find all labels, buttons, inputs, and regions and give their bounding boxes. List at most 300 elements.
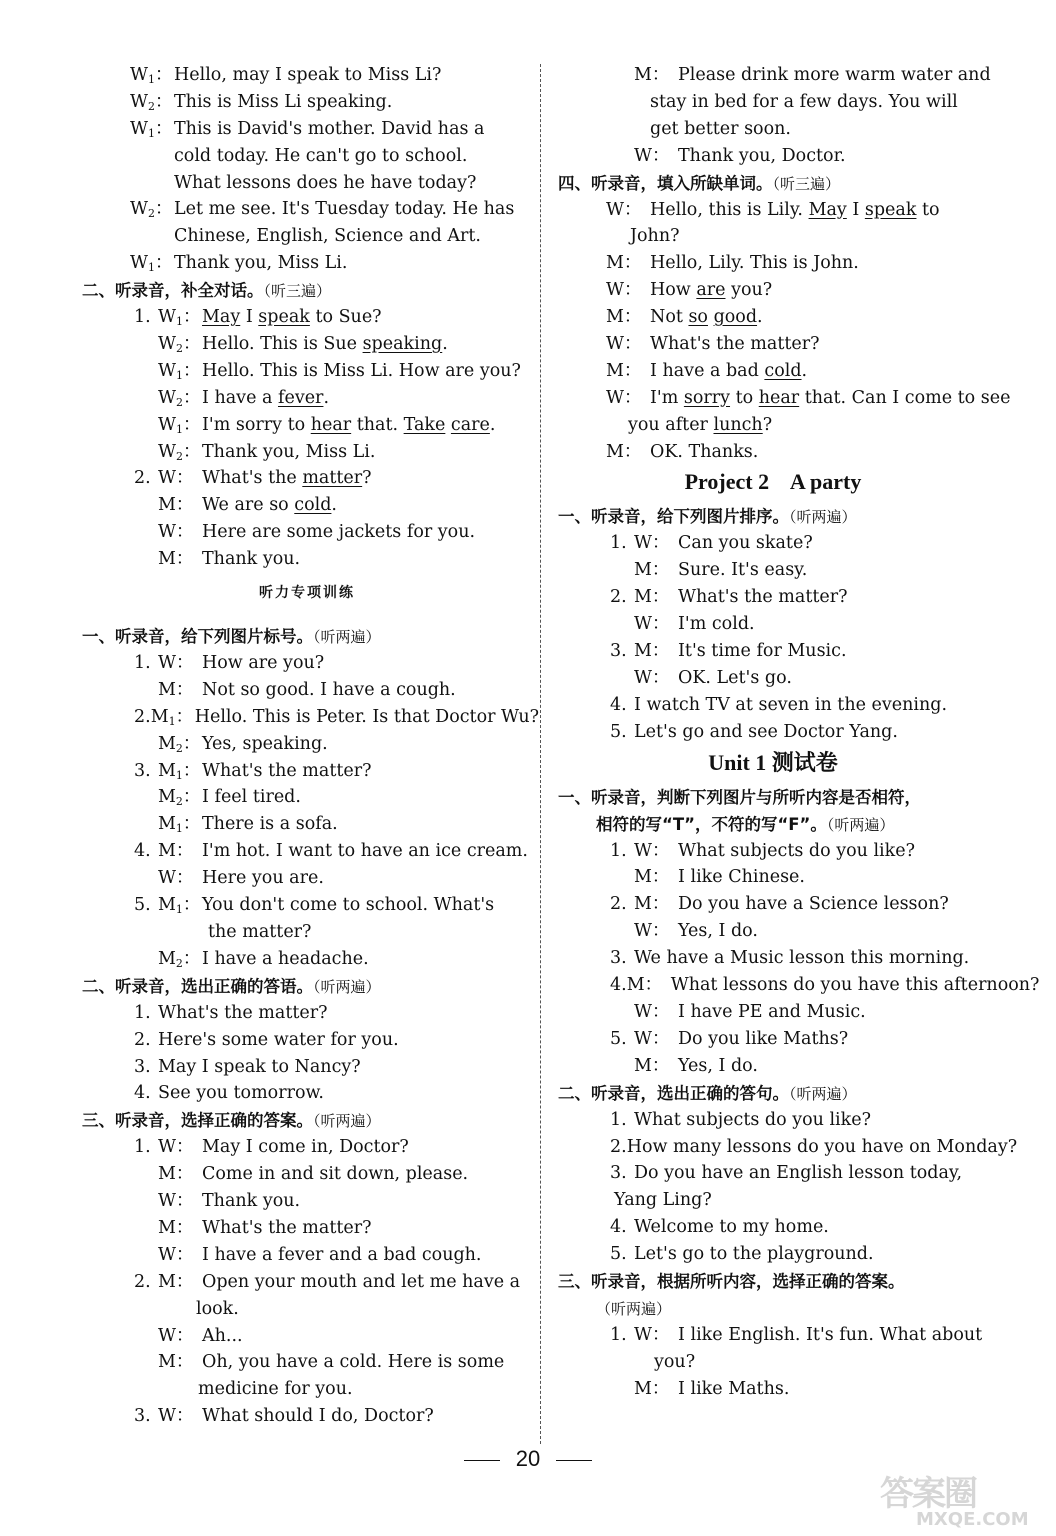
- item-number: 4.: [134, 841, 151, 862]
- speaker-colon: ：: [175, 679, 194, 700]
- section-title: Project 2 A party: [684, 469, 862, 495]
- item-number: 2.: [610, 894, 627, 915]
- speaker-letter: M: [158, 841, 176, 862]
- dialogue-line: [558, 611, 988, 638]
- item-number: 5.: [610, 1028, 627, 1049]
- item-number: 2.: [134, 706, 151, 727]
- blank-answer: cold: [294, 495, 332, 516]
- speaker-letter: M: [606, 360, 624, 381]
- speaker-subscript: 2: [175, 795, 183, 809]
- dialogue-line: [82, 677, 532, 704]
- dialogue-line: [558, 665, 988, 692]
- dialogue-text: get better soon.: [650, 118, 791, 139]
- dialogue-line: [558, 1322, 988, 1349]
- speaker-letter: W: [158, 387, 176, 408]
- speaker-letter: W: [158, 522, 176, 543]
- speaker-colon: ：: [176, 653, 194, 674]
- dialogue-line: [558, 945, 988, 972]
- item-number: 1.: [134, 1137, 151, 1158]
- speaker-colon: ：: [176, 1191, 194, 1212]
- column-divider: [540, 64, 541, 1444]
- speaker-letter: W: [634, 1324, 652, 1345]
- dialogue-line: [82, 758, 532, 785]
- speaker-subscript: 1: [176, 315, 183, 329]
- speaker-colon: ：: [175, 1217, 194, 1238]
- dialogue-text: Let's go and see Doctor Yang.: [634, 721, 898, 742]
- section-heading-text: 一、听录音，给下列图片标号。: [82, 627, 313, 647]
- speaker-letter: M: [634, 587, 652, 608]
- speaker-colon: ：: [651, 1378, 670, 1399]
- speaker-label: [158, 1188, 202, 1215]
- section-title: Unit 1 测试卷: [708, 749, 838, 775]
- dialogue-line: [558, 1107, 988, 1134]
- dialogue-text: I like Maths.: [678, 1378, 790, 1399]
- dialogue-text: What's the matter?: [678, 587, 848, 608]
- speaker-subscript: 2: [176, 395, 183, 409]
- speaker-label: [634, 665, 678, 692]
- continuation-line: [558, 1187, 988, 1214]
- item-number: 3.: [610, 1163, 627, 1184]
- dialogue-text: I: [240, 307, 259, 328]
- speaker-letter: M: [634, 560, 652, 581]
- speaker-label: [634, 584, 678, 611]
- speaker-label: [634, 918, 678, 945]
- dialogue-text: I'm cold.: [678, 614, 755, 635]
- speaker-letter: W: [158, 1191, 176, 1212]
- dialogue-line: [558, 1134, 1018, 1161]
- blank-answer: fever: [277, 387, 324, 408]
- dialogue-line: [558, 1053, 988, 1080]
- continuation-line: [558, 116, 988, 143]
- dialogue-line: [558, 999, 988, 1026]
- subsection-title: 听力专项训练: [259, 585, 355, 602]
- speaker-label: [158, 892, 202, 924]
- item-number: 3.: [134, 1056, 151, 1077]
- blank-answer: matter: [302, 468, 363, 489]
- dialogue-text: What's the matter?: [202, 1217, 372, 1238]
- dialogue-text: Thank you.: [202, 1191, 301, 1212]
- dialogue-line: [82, 1188, 532, 1215]
- dialogue-text: to: [916, 199, 940, 220]
- dialogue-line: [82, 412, 532, 439]
- speaker-colon: ：: [182, 948, 201, 969]
- speaker-letter: M: [158, 549, 176, 570]
- speaker-letter: W: [158, 1137, 176, 1158]
- speaker-letter: W: [130, 199, 148, 220]
- dialogue-line: [82, 1242, 532, 1269]
- speaker-label: [158, 1242, 202, 1269]
- item-number: 4.: [610, 1217, 627, 1238]
- speaker-letter: W: [606, 387, 624, 408]
- dialogue-text: You don't come to school. What's: [202, 895, 495, 916]
- speaker-label: [634, 1322, 678, 1349]
- speaker-colon: ：: [182, 733, 201, 754]
- speaker-subscript: 2: [176, 449, 183, 463]
- speaker-colon: ：: [624, 199, 642, 220]
- dialogue-line: [82, 811, 532, 838]
- speaker-subscript: 1: [175, 768, 183, 782]
- section-heading: [558, 784, 988, 811]
- speaker-label: [634, 864, 678, 891]
- speaker-label: [634, 557, 678, 584]
- speaker-subscript: 2: [175, 956, 183, 970]
- dialogue-text: Yang Ling?: [614, 1190, 712, 1211]
- speaker-label: [606, 358, 650, 385]
- dialogue-text: to: [730, 387, 759, 408]
- dialogue-text: How are you?: [202, 653, 325, 674]
- blank-answer: speak: [258, 307, 310, 328]
- speaker-subscript: 1: [175, 903, 183, 917]
- dialogue-line: [558, 1160, 988, 1187]
- speaker-letter: M: [158, 814, 176, 835]
- dialogue-line: [82, 519, 532, 546]
- dialogue-line: [558, 1214, 988, 1241]
- dash-right: [556, 1460, 592, 1461]
- blank-answer: speaking: [362, 334, 443, 355]
- speaker-letter: M: [158, 733, 176, 754]
- section-note: （听两遍）: [789, 508, 857, 527]
- dialogue-line: [558, 972, 1040, 999]
- speaker-label: [627, 972, 671, 999]
- dialogue-line: [558, 197, 988, 224]
- blank-answer: lunch: [713, 414, 763, 435]
- dialogue-line: [82, 89, 532, 116]
- dialogue-line: [82, 946, 532, 973]
- continuation-line: [558, 412, 988, 439]
- left-column: [82, 62, 539, 1430]
- speaker-label: [158, 546, 202, 573]
- speaker-subscript: 2: [176, 342, 183, 356]
- item-number: 2.: [134, 1271, 151, 1292]
- speaker-colon: ：: [652, 1028, 670, 1049]
- section-heading-text: 二、听录音，选出正确的答语。: [82, 976, 313, 996]
- dialogue-text: OK. Thanks.: [650, 441, 759, 462]
- speaker-colon: ：: [183, 307, 201, 328]
- dialogue-text: What subjects do you like?: [678, 840, 915, 861]
- speaker-colon: ：: [651, 1055, 670, 1076]
- speaker-colon: ：: [155, 65, 173, 85]
- speaker-letter: W: [634, 533, 652, 554]
- section-heading-text: 一、听录音，给下列图片排序。: [558, 507, 789, 527]
- speaker-letter: W: [158, 868, 176, 889]
- speaker-colon: ：: [183, 414, 201, 435]
- section-heading: [558, 503, 988, 530]
- speaker-letter: W: [634, 840, 652, 861]
- section-note: （听三遍）: [263, 282, 332, 301]
- continuation-line: [82, 1376, 532, 1403]
- section-heading-text: 二、听录音，补全对话。: [82, 281, 264, 301]
- speaker-colon: ：: [652, 614, 670, 635]
- dialogue-text: ?: [362, 468, 372, 489]
- speaker-colon: ：: [183, 441, 201, 462]
- speaker-label: [606, 250, 650, 277]
- blank-answer: are: [696, 280, 726, 301]
- dialogue-text: Let's go to the playground.: [634, 1244, 874, 1265]
- speaker-letter: W: [606, 280, 624, 301]
- item-number: 5.: [610, 721, 627, 742]
- speaker-colon: ：: [175, 1164, 194, 1185]
- speaker-letter: W: [158, 360, 176, 381]
- dialogue-line: [558, 1376, 988, 1403]
- continuation-line: [82, 919, 532, 946]
- speaker-colon: ：: [623, 360, 642, 381]
- dialogue-line: [82, 650, 532, 677]
- dialogue-line: [82, 492, 532, 519]
- dialogue-text: What subjects do you like?: [634, 1109, 871, 1130]
- dialogue-text: I have a bad: [650, 360, 765, 381]
- dialogue-text: I have a fever and a bad cough.: [202, 1244, 482, 1265]
- dialogue-line: [82, 892, 532, 919]
- speaker-label: [634, 891, 678, 918]
- speaker-letter: W: [158, 1406, 176, 1427]
- speaker-colon: ：: [175, 495, 194, 516]
- speaker-letter: W: [634, 1028, 652, 1049]
- speaker-letter: M: [634, 1055, 652, 1076]
- item-number: 3.: [610, 948, 627, 969]
- dialogue-line: [558, 250, 988, 277]
- dialogue-text: Hello. This is Miss Li. How are you?: [202, 360, 521, 381]
- dialogue-line: [558, 277, 988, 304]
- dialogue-text: I watch TV at seven in the evening.: [634, 694, 948, 715]
- dialogue-text: Hello. This is Sue: [202, 334, 363, 355]
- speaker-colon: ：: [652, 1324, 670, 1345]
- dialogue-line: [82, 439, 532, 466]
- speaker-colon: ：: [175, 549, 194, 570]
- speaker-colon: ：: [651, 894, 670, 915]
- continuation-line: [558, 1349, 988, 1376]
- item-number: 1.: [610, 533, 627, 554]
- blank-answer: hear: [310, 414, 352, 435]
- dialogue-line: [82, 704, 539, 731]
- dialogue-text: Not: [650, 307, 689, 328]
- dialogue-line: [558, 331, 988, 358]
- speaker-letter: W: [158, 1244, 176, 1265]
- dialogue-text: Welcome to my home.: [634, 1217, 829, 1238]
- speaker-colon: ：: [652, 667, 670, 688]
- dialogue-line: [558, 304, 988, 331]
- speaker-colon: ：: [183, 360, 201, 381]
- speaker-letter: M: [626, 975, 645, 996]
- speaker-label: [634, 999, 678, 1026]
- dialogue-line: [558, 530, 988, 557]
- dialogue-text: May I speak to Nancy?: [158, 1056, 361, 1077]
- item-number: 1.: [610, 1324, 627, 1345]
- dialogue-text: Here are some jackets for you.: [202, 522, 476, 543]
- speaker-colon: ：: [182, 787, 201, 808]
- speaker-label: [130, 116, 174, 148]
- item-number: 5.: [134, 895, 151, 916]
- continuation-line: [82, 170, 532, 197]
- section-heading: [82, 973, 532, 1000]
- speaker-colon: ：: [155, 199, 173, 220]
- speaker-colon: ：: [155, 253, 173, 274]
- speaker-label: [606, 331, 650, 358]
- blank-answer: care: [450, 414, 490, 435]
- dialogue-line: [82, 331, 532, 358]
- speaker-letter: W: [158, 1325, 176, 1346]
- dialogue-text: I: [846, 199, 865, 220]
- speaker-letter: W: [634, 614, 652, 635]
- dialogue-line: [82, 838, 532, 865]
- speaker-colon: ：: [652, 840, 670, 861]
- dialogue-line: [558, 1241, 988, 1268]
- speaker-letter: M: [634, 894, 652, 915]
- speaker-label: [606, 304, 650, 331]
- speaker-label: [130, 196, 174, 228]
- dialogue-text: Yes, I do.: [678, 1055, 758, 1076]
- speaker-colon: ：: [176, 522, 194, 543]
- dialogue-text: Here's some water for you.: [158, 1029, 399, 1050]
- speaker-subscript: 1: [148, 73, 155, 86]
- dialogue-text: What's the: [202, 468, 303, 489]
- dialogue-text: the matter?: [208, 921, 312, 942]
- dialogue-text: Chinese, English, Science and Art.: [174, 226, 481, 247]
- dialogue-line: [558, 719, 988, 746]
- continuation-line: [82, 1296, 532, 1323]
- speaker-colon: ：: [624, 280, 642, 301]
- speaker-letter: W: [158, 468, 176, 489]
- section-note: （听两遍）: [313, 628, 381, 647]
- speaker-label: [158, 1215, 202, 1242]
- blank-answer: so: [688, 307, 708, 328]
- dialogue-text: Please drink more warm water and: [678, 65, 991, 85]
- dialogue-text: Thank you, Doctor.: [678, 145, 846, 166]
- speaker-letter: M: [606, 253, 624, 274]
- dialogue-text: Do you like Maths?: [678, 1028, 849, 1049]
- speaker-colon: ：: [183, 334, 201, 355]
- speaker-colon: ：: [182, 895, 201, 916]
- speaker-colon: ：: [652, 533, 670, 554]
- dialogue-line: [558, 692, 988, 719]
- dialogue-line: [82, 1080, 532, 1107]
- dialogue-text: look.: [196, 1298, 239, 1319]
- dialogue-text: I have a headache.: [202, 948, 369, 969]
- dialogue-text: you after: [628, 414, 714, 435]
- section-heading: [558, 1080, 988, 1107]
- dialogue-line: [82, 1054, 532, 1081]
- dialogue-text: It's time for Music.: [678, 641, 847, 662]
- speaker-colon: ：: [176, 1244, 194, 1265]
- speaker-colon: ：: [623, 307, 642, 328]
- item-number: 1.: [610, 1109, 627, 1130]
- dialogue-text: .: [442, 334, 448, 355]
- dialogue-text: Sure. It's easy.: [678, 560, 808, 581]
- section-heading-text: 一、听录音，判断下列图片与所听内容是否相符，: [558, 787, 921, 807]
- dialogue-line: [82, 385, 532, 412]
- speaker-letter: W: [158, 414, 176, 435]
- dialogue-line: [558, 891, 988, 918]
- dialogue-text: Not so good. I have a cough.: [202, 679, 456, 700]
- speaker-label: [158, 865, 202, 892]
- speaker-colon: ：: [176, 1406, 194, 1427]
- speaker-label: [158, 650, 202, 677]
- dialogue-text: you?: [725, 280, 773, 301]
- speaker-letter: W: [634, 1001, 652, 1022]
- dialogue-text: Open your mouth and let me have a: [202, 1271, 521, 1292]
- speaker-colon: ：: [176, 1325, 194, 1346]
- dialogue-text: ?: [762, 414, 773, 435]
- speaker-label: [158, 519, 202, 546]
- dialogue-text: John?: [630, 226, 680, 247]
- dialogue-line: [82, 731, 532, 758]
- speaker-colon: ：: [175, 706, 194, 727]
- speaker-letter: M: [606, 307, 624, 328]
- dialogue-line: [558, 638, 988, 665]
- speaker-colon: ：: [155, 118, 173, 139]
- speaker-letter: W: [130, 253, 148, 274]
- dialogue-text: What's the matter?: [158, 1002, 328, 1023]
- speaker-colon: ：: [624, 334, 642, 355]
- speaker-colon: ：: [651, 867, 670, 888]
- section-heading: [558, 1295, 988, 1322]
- dialogue-text: What lessons do you have this afternoon?: [670, 975, 1040, 996]
- blank-answer: May: [202, 307, 241, 328]
- dialogue-line: [82, 1000, 532, 1027]
- speaker-colon: ：: [176, 868, 194, 889]
- dialogue-text: stay in bed for a few days. You will: [650, 91, 958, 112]
- speaker-subscript: 2: [175, 741, 183, 755]
- speaker-letter: M: [158, 495, 176, 516]
- speaker-letter: W: [634, 921, 652, 942]
- item-number: 1.: [134, 1002, 151, 1023]
- speaker-letter: M: [158, 760, 176, 781]
- dialogue-text: Hello. This is Peter. Is that Doctor Wu?: [194, 706, 539, 727]
- dialogue-line: [82, 304, 532, 331]
- continuation-line: [558, 89, 988, 116]
- dialogue-text: I'm sorry to: [202, 414, 311, 435]
- dialogue-text: What's the matter?: [202, 760, 372, 781]
- speaker-letter: W: [158, 653, 176, 674]
- dialogue-text: .: [489, 414, 496, 435]
- dialogue-line: [82, 546, 532, 573]
- dialogue-line: [82, 196, 532, 223]
- dialogue-line: [82, 1323, 532, 1350]
- right-column: [558, 62, 1040, 1403]
- item-number: 1.: [610, 840, 627, 861]
- dialogue-text: What should I do, Doctor?: [202, 1406, 434, 1427]
- blank-answer: Take: [403, 414, 446, 435]
- dialogue-text: Do you have an English lesson today,: [634, 1163, 963, 1184]
- speaker-label: [634, 62, 678, 89]
- speaker-label: [158, 492, 202, 519]
- watermark-url: MXQE.COM: [916, 1509, 1029, 1530]
- continuation-line: [558, 223, 988, 250]
- speaker-letter: M: [158, 948, 176, 969]
- speaker-letter: W: [606, 334, 624, 355]
- dialogue-text: Hello, may I speak to Miss Li?: [174, 65, 442, 85]
- speaker-colon: ：: [182, 814, 201, 835]
- speaker-letter: W: [158, 441, 176, 462]
- dialogue-line: [82, 1027, 532, 1054]
- dialogue-line: [82, 358, 532, 385]
- speaker-letter: M: [606, 441, 624, 462]
- section-note: （听两遍）: [789, 1084, 857, 1103]
- speaker-label: [634, 1053, 678, 1080]
- dialogue-line: [82, 1349, 532, 1376]
- dialogue-text: What's the matter?: [650, 334, 820, 355]
- speaker-subscript: 1: [148, 261, 155, 275]
- dialogue-text: you?: [654, 1351, 696, 1372]
- dialogue-text: I have PE and Music.: [678, 1001, 866, 1022]
- dialogue-text: May I come in, Doctor?: [202, 1137, 409, 1158]
- speaker-label: [606, 439, 650, 466]
- speaker-label: [158, 1161, 202, 1188]
- section-heading: [558, 1268, 988, 1295]
- dialogue-text: Oh, you have a cold. Here is some: [202, 1352, 505, 1373]
- dialogue-text: I like Chinese.: [678, 867, 805, 888]
- speaker-label: [634, 638, 678, 665]
- item-number: 3.: [134, 1406, 151, 1427]
